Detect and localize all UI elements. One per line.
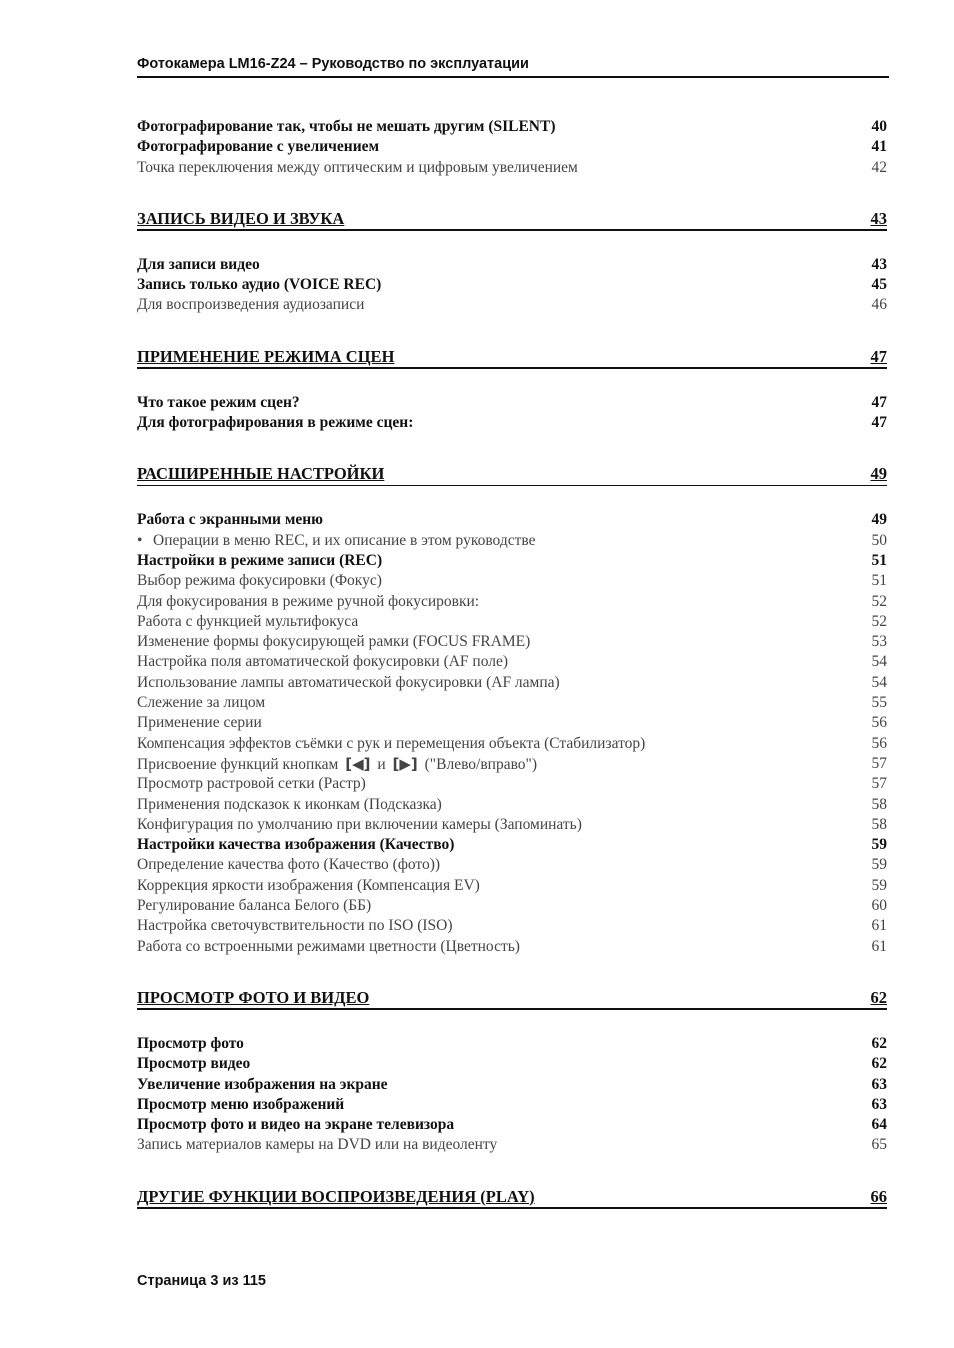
toc-entry-text: и xyxy=(373,755,390,773)
toc-entry-text: Использование лампы автоматической фокусировки (AF лампа) xyxy=(137,673,560,691)
chapter-title: ДРУГИЕ ФУНКЦИИ ВОСПРОИЗВЕДЕНИЯ (PLAY) xyxy=(137,1186,535,1206)
toc-entry-title xyxy=(137,137,379,157)
page-header: Фотокамера LM16-Z24 – Руководство по эксплуатации xyxy=(137,56,529,72)
toc-entry[interactable] xyxy=(137,815,887,835)
toc-entry-title xyxy=(137,855,440,875)
toc-entry-text: Операции в меню REC, и их описание в этом руководстве xyxy=(153,531,536,549)
chapter-heading[interactable] xyxy=(137,985,887,1013)
toc-entry-title xyxy=(137,255,260,275)
chapter-rule xyxy=(137,485,887,487)
toc-entry-title xyxy=(137,1075,388,1095)
toc-entry[interactable] xyxy=(137,754,887,774)
toc-page-number: 58 xyxy=(871,795,887,813)
toc-entry-title xyxy=(137,275,381,295)
toc-page-number: 49 xyxy=(871,511,887,529)
toc-entry-text: Применения подсказок к иконкам (Подсказка) xyxy=(137,795,442,813)
toc-entry-text: Компенсация эффектов съёмки с рук и перемещения объекта (Стабилизатор) xyxy=(137,734,646,752)
toc-page-number: 64 xyxy=(871,1116,887,1134)
toc-entry[interactable] xyxy=(137,916,887,936)
toc-entry-text: Работа с функцией мультифокуса xyxy=(137,612,359,630)
toc-page-number: 43 xyxy=(871,255,887,273)
toc-entry-text: Конфигурация по умолчанию при включении камеры (Запоминать) xyxy=(137,815,582,833)
bullet-icon: • xyxy=(137,531,143,549)
toc-page-number: 40 xyxy=(871,118,887,135)
toc-entry[interactable] xyxy=(137,652,887,672)
chapter-rule xyxy=(137,367,887,369)
toc-entry[interactable] xyxy=(137,795,887,815)
toc-entry[interactable] xyxy=(137,632,887,652)
page-footer: Страница 3 из 115 xyxy=(137,1273,266,1289)
toc-entry-title xyxy=(137,393,300,413)
toc-entry-title xyxy=(137,876,480,896)
toc-page-number: 61 xyxy=(871,917,887,935)
toc-entry-text: Запись материалов камеры на DVD или на видеоленту xyxy=(137,1136,498,1154)
toc-entry-title xyxy=(137,117,556,137)
toc-entry[interactable] xyxy=(137,137,887,157)
toc-entry-text: Коррекция яркости изображения (Компенсация EV) xyxy=(137,876,480,894)
toc-entry[interactable] xyxy=(137,1075,887,1095)
toc-page-number: 52 xyxy=(871,592,887,610)
toc-entry-title xyxy=(137,815,582,835)
toc-entry-text: Фотографирование так, чтобы не мешать другим (SILENT) xyxy=(137,118,556,135)
toc-page-number: 59 xyxy=(871,856,887,874)
toc-entry[interactable] xyxy=(137,855,887,875)
toc-entry-text: Для воспроизведения аудиозаписи xyxy=(137,296,365,314)
chapter-rule xyxy=(137,1207,887,1209)
toc-page-number: 56 xyxy=(871,714,887,732)
toc-entry[interactable] xyxy=(137,571,887,591)
toc-page-number: 57 xyxy=(871,775,887,793)
toc-entry-title xyxy=(137,612,358,632)
toc-entry-text: Просмотр фото xyxy=(137,1034,244,1052)
toc-entry[interactable] xyxy=(137,275,887,295)
toc-entry-title xyxy=(137,571,382,591)
toc-page-number: 59 xyxy=(871,836,887,854)
toc-entry-title xyxy=(137,1095,344,1115)
chapter-page-number: 43 xyxy=(870,208,887,228)
toc-entry[interactable] xyxy=(137,713,887,733)
toc-page-number: 63 xyxy=(871,1075,887,1093)
chapter-heading[interactable] xyxy=(137,1184,887,1212)
toc-entry[interactable] xyxy=(137,510,887,530)
toc-entry[interactable] xyxy=(137,896,887,916)
chapter-heading[interactable] xyxy=(137,461,887,489)
toc-entry-title xyxy=(137,592,479,612)
header-rule xyxy=(137,76,889,78)
chapter-heading[interactable] xyxy=(137,206,887,234)
toc-entry[interactable] xyxy=(137,734,887,754)
toc-entry[interactable] xyxy=(137,693,887,713)
toc-entry[interactable] xyxy=(137,255,887,275)
toc-page-number: 45 xyxy=(871,276,887,294)
toc-entry-title xyxy=(137,673,560,693)
toc-entry-text: Просмотр растровой сетки (Растр) xyxy=(137,775,366,793)
toc-entry[interactable] xyxy=(137,393,887,413)
left-arrow-key-icon: [◀] xyxy=(345,754,371,773)
toc-entry-text: Для фокусирования в режиме ручной фокусировки: xyxy=(137,592,480,610)
toc-entry-text: Определение качества фото (Качество (фото)) xyxy=(137,856,441,874)
toc-entry-title xyxy=(137,896,371,916)
toc-page-number: 61 xyxy=(871,937,887,955)
table-of-contents xyxy=(137,117,887,1212)
toc-entry[interactable] xyxy=(137,835,887,855)
toc-page-number: 54 xyxy=(871,653,887,671)
toc-entry-text: Фотографирование с увеличением xyxy=(137,138,380,156)
toc-entry-title xyxy=(137,510,323,530)
toc-entry[interactable] xyxy=(137,1135,887,1155)
toc-page-number: 42 xyxy=(871,158,887,176)
toc-entry-title xyxy=(137,632,530,652)
toc-entry-title xyxy=(137,713,262,733)
toc-page-number: 47 xyxy=(871,414,887,432)
toc-entry[interactable] xyxy=(137,774,887,794)
chapter-rule xyxy=(137,229,887,231)
toc-entry-title xyxy=(137,652,508,672)
chapter-title: ЗАПИСЬ ВИДЕО И ЗВУКА xyxy=(137,208,345,228)
toc-entry[interactable] xyxy=(137,551,887,571)
toc-entry[interactable] xyxy=(137,1034,887,1054)
toc-entry-text: Работа со встроенными режимами цветности (Цветность) xyxy=(137,937,520,955)
chapter-page-number: 62 xyxy=(870,987,887,1007)
toc-entry-text: Запись только аудио (VOICE REC) xyxy=(137,276,382,294)
toc-page-number: 54 xyxy=(871,673,887,691)
toc-entry-text: Для фотографирования в режиме сцен: xyxy=(137,414,414,432)
toc-entry[interactable] xyxy=(137,295,887,315)
toc-entry-text: Увеличение изображения на экране xyxy=(137,1075,388,1093)
toc-entry-text: Просмотр видео xyxy=(137,1055,251,1073)
toc-page-number: 53 xyxy=(871,633,887,651)
toc-entry[interactable] xyxy=(137,612,887,632)
toc-entry[interactable] xyxy=(137,413,887,433)
toc-entry[interactable] xyxy=(137,158,887,178)
toc-page-number: 51 xyxy=(871,572,887,590)
toc-page-number: 55 xyxy=(871,694,887,712)
toc-entry-title xyxy=(137,795,442,815)
chapter-title: РАСШИРЕННЫЕ НАСТРОЙКИ xyxy=(137,464,385,484)
toc-entry[interactable] xyxy=(137,592,887,612)
toc-entry-title xyxy=(137,774,366,794)
toc-entry-text: Просмотр фото и видео на экране телевизора xyxy=(137,1116,455,1134)
toc-entry-title xyxy=(137,693,265,713)
toc-page-number: 59 xyxy=(871,876,887,894)
toc-entry[interactable] xyxy=(137,673,887,693)
toc-entry-text: Выбор режима фокусировки (Фокус) xyxy=(137,572,382,590)
toc-page-number: 57 xyxy=(871,754,887,772)
toc-entry-title xyxy=(137,1135,497,1155)
toc-page-number: 65 xyxy=(871,1136,887,1154)
toc-entry-title xyxy=(137,551,382,571)
toc-page-number: 63 xyxy=(871,1095,887,1113)
toc-entry-title xyxy=(137,1115,454,1135)
toc-entry-text: Настройки в режиме записи (REC) xyxy=(137,551,383,569)
toc-entry-title xyxy=(137,754,537,775)
toc-page-number: 62 xyxy=(871,1034,887,1052)
toc-entry[interactable] xyxy=(137,876,887,896)
chapter-page-number: 66 xyxy=(870,1186,887,1206)
toc-entry-text: Настройка светочувствительности по ISO (ISO) xyxy=(137,917,453,935)
chapter-title: ПРИМЕНЕНИЕ РЕЖИМА СЦЕН xyxy=(137,346,395,366)
toc-entry[interactable] xyxy=(137,117,887,137)
toc-entry-text: Работа с экранными меню xyxy=(137,511,324,529)
toc-entry-title xyxy=(137,413,413,433)
toc-entry-title xyxy=(137,835,454,855)
toc-entry-text: Регулирование баланса Белого (ББ) xyxy=(137,897,372,915)
toc-entry-text: Настройка поля автоматической фокусировки (AF поле) xyxy=(137,653,509,671)
toc-entry[interactable] xyxy=(137,937,887,957)
toc-entry-title xyxy=(137,916,453,936)
toc-page-number: 62 xyxy=(871,1055,887,1073)
toc-entry-text: Изменение формы фокусирующей рамки (FOCUS FRAME) xyxy=(137,633,531,651)
toc-entry-title xyxy=(137,734,645,754)
chapter-heading[interactable] xyxy=(137,344,887,372)
toc-entry-text: Точка переключения между оптическим и цифровым увеличением xyxy=(137,158,578,176)
toc-page-number: 50 xyxy=(871,531,887,549)
right-arrow-key-icon: [▶] xyxy=(392,754,418,773)
toc-entry[interactable] xyxy=(137,1115,887,1135)
toc-entry[interactable] xyxy=(137,1095,887,1115)
toc-entry[interactable] xyxy=(137,531,887,551)
toc-page-number: 52 xyxy=(871,612,887,630)
toc-entry-text: Что такое режим сцен? xyxy=(137,393,300,411)
toc-entry-text: Слежение за лицом xyxy=(137,694,266,712)
toc-entry-text: Применение серии xyxy=(137,714,262,732)
toc-page-number: 41 xyxy=(871,138,887,156)
toc-page-number: 60 xyxy=(871,897,887,915)
toc-entry-text: Для записи видео xyxy=(137,255,260,273)
toc-entry-text: Присвоение функций кнопкам xyxy=(137,755,343,773)
toc-entry-text: Настройки качества изображения (Качество) xyxy=(137,836,455,854)
toc-entry-title xyxy=(137,158,578,178)
toc-entry-title xyxy=(137,295,364,315)
toc-entry-text: Просмотр меню изображений xyxy=(137,1095,345,1113)
chapter-rule xyxy=(137,1008,887,1010)
toc-entry-title xyxy=(137,1034,244,1054)
toc-entry-text: ("Влево/вправо") xyxy=(420,755,538,773)
toc-entry-title xyxy=(137,1054,250,1074)
toc-entry-title xyxy=(137,937,520,957)
chapter-title: ПРОСМОТР ФОТО И ВИДЕО xyxy=(137,987,370,1007)
toc-page-number: 51 xyxy=(871,551,887,569)
toc-page-number: 47 xyxy=(871,393,887,411)
toc-entry-title xyxy=(137,531,536,551)
toc-entry[interactable] xyxy=(137,1054,887,1074)
toc-page-number: 56 xyxy=(871,734,887,752)
chapter-page-number: 49 xyxy=(870,464,887,484)
toc-page-number: 46 xyxy=(871,296,887,314)
chapter-page-number: 47 xyxy=(870,346,887,366)
toc-page-number: 58 xyxy=(871,815,887,833)
